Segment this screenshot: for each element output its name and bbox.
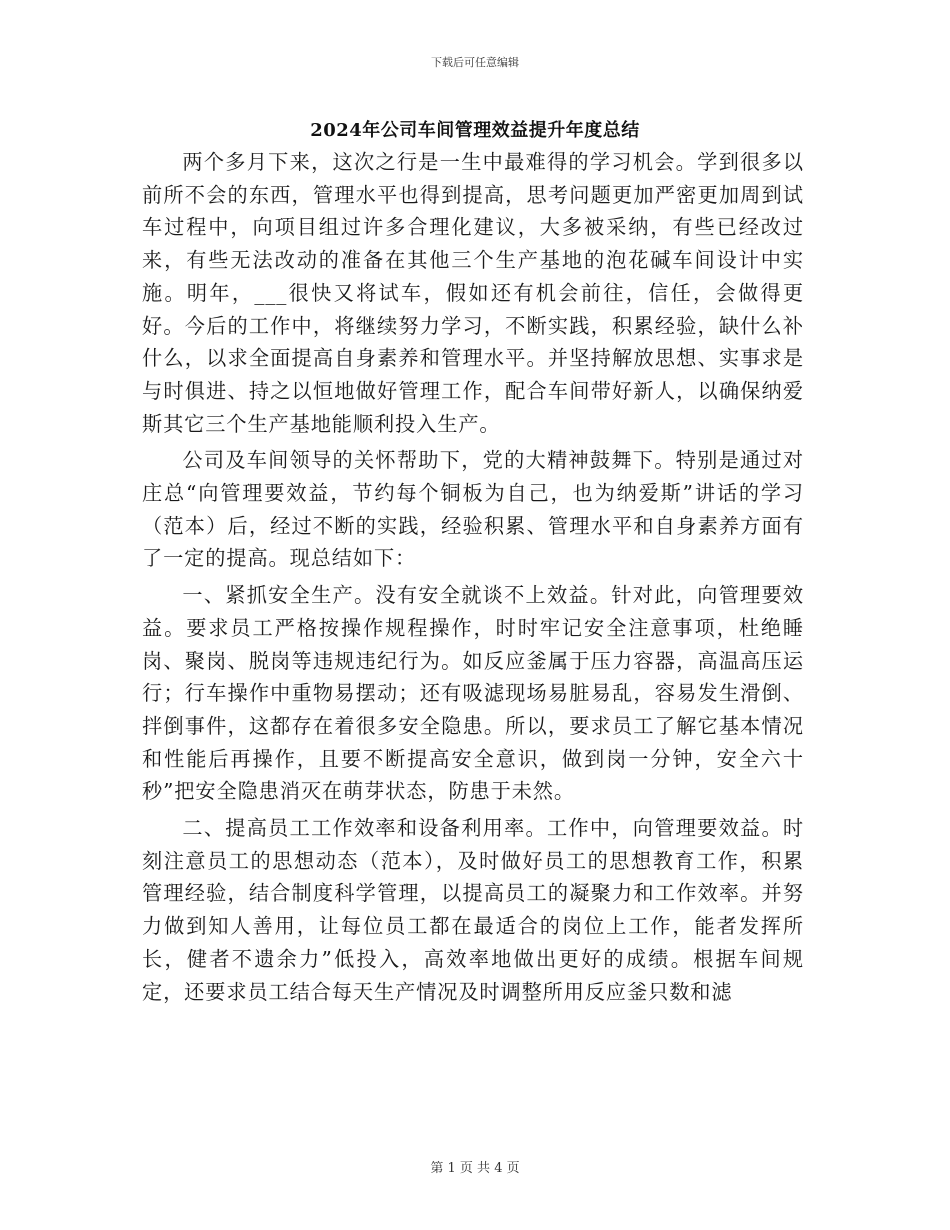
paragraph-4: 二、提高员工工作效率和设备利用率。工作中，向管理要效益。时刻注意员工的思想动态（范本），及时做好员工的思想教育工作，积累管理经验，结合制度科学管理，以提高员工的凝聚力和工作效率。并努力做到知人善用，让每位员工都在最适合的岗位上工作，能者发挥所长，健者不遗余力”低投入，高效率地做出更好的成绩。根据车间规定，还要求员工结合每天生产情况及时调整所用反应釜只数和滤: [142, 816, 804, 1004]
document-body: [142, 146, 804, 1012]
paragraph-2: 公司及车间领导的关怀帮助下，党的大精神鼓舞下。特别是通过对庄总“向管理要效益，节约每个铜板为自己，也为纳爱斯”讲话的学习（范本）后，经过不断的实践，经验积累、管理水平和自身素养方面有了一定的提高。现总结如下：: [142, 448, 804, 571]
paragraph-3: 一、紧抓安全生产。没有安全就谈不上效益。针对此，向管理要效益。要求员工严格按操作规程操作，时时牢记安全注意事项，杜绝睡岗、聚岗、脱岗等违规违纪行为。如反应釜属于压力容器，高温高压运行；行车操作中重物易摆动；还有吸滤现场易脏易乱，容易发生滑倒、拌倒事件，这都存在着很多安全隐患。所以，要求员工了解它基本情况和性能后再操作，且要不断提高安全意识，做到岗一分钟，安全六十秒”把安全隐患消灭在萌芽状态，防患于未然。: [142, 583, 804, 804]
document-title: 2024年公司车间管理效益提升年度总结: [310, 120, 640, 141]
page-number: 第 1 页 共 4 页: [430, 1161, 520, 1176]
header-note: 下载后可任意编辑: [431, 56, 519, 69]
paragraph-1: 两个多月下来，这次之行是一生中最难得的学习机会。学到很多以前所不会的东西，管理水平也得到提高，思考问题更加严密更加周到试车过程中，向项目组过许多合理化建议，大多被采纳，有些已经改过来，有些无法改动的准备在其他三个生产基地的泡花碱车间设计中实施。明年，___很快又将试车，假如还有机会前往，信任，会做得更好。今后的工作中，将继续努力学习，不断实践，积累经验，缺什么补什么，以求全面提高自身素养和管理水平。并坚持解放思想、实事求是与时俱进、持之以恒地做好管理工作，配合车间带好新人，以确保纳爱斯其它三个生产基地能顺利投入生产。: [142, 150, 804, 436]
